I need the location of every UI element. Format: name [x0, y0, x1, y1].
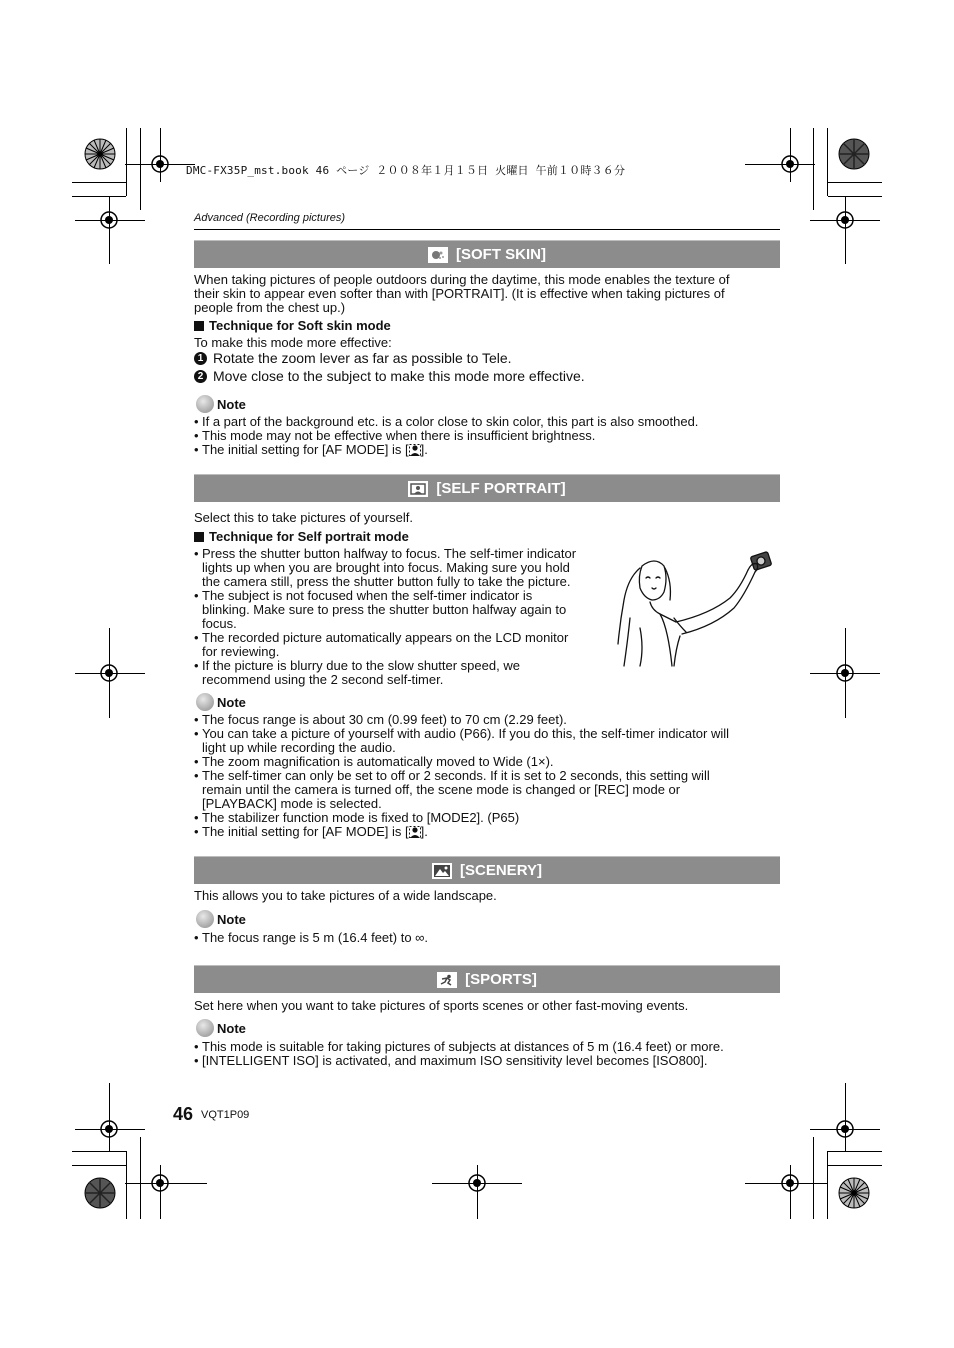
list-line: • The self-timer can only be set to off or 2 seconds. If it is set to 2 seconds, this setting will — [202, 768, 710, 783]
list-item — [194, 631, 576, 659]
self-portrait-icon — [408, 481, 428, 497]
list-line: • The subject is not focused when the self-timer indicator is — [202, 588, 533, 603]
registration-mark-icon — [465, 1171, 489, 1195]
self-portrait-illustration — [610, 548, 776, 668]
list-line: • Press the shutter button halfway to focus. The self-timer indicator — [202, 546, 577, 561]
list-item — [194, 547, 576, 589]
af-text: The initial setting for [AF MODE] is [ — [202, 824, 409, 839]
scenery-title: [SCENERY] — [460, 862, 542, 879]
soft-skin-header — [194, 240, 780, 268]
list-item — [194, 811, 729, 825]
sports-notes — [194, 1040, 724, 1068]
list-line: lights up when you are brought into focus. Making sure you hold — [202, 560, 570, 575]
list-item — [194, 713, 729, 727]
scenery-note-heading — [196, 910, 246, 928]
color-wheel-icon — [84, 138, 116, 170]
self-portrait-technique-list — [194, 547, 576, 687]
note-label: Note — [217, 1020, 246, 1036]
af-text: ]. — [420, 824, 428, 839]
intro-line: their skin to appear even softer than with [PORTRAIT]. (It is effective when taking pictures of — [194, 286, 725, 301]
list-line: the camera still, press the shutter button fully to take the picture. — [202, 574, 571, 589]
sports-title: [SPORTS] — [465, 971, 537, 988]
list-line: • The recorded picture automatically appears on the LCD monitor — [202, 630, 569, 645]
list-item — [194, 589, 576, 631]
list-line: • You can take a picture of yourself with audio (P66). If you do this, the self-timer indicator will — [202, 726, 730, 741]
intro-line: people from the chest up.) — [194, 300, 346, 315]
document-code: VQT1P09 — [201, 1109, 250, 1121]
list-item: • This mode may not be effective when there is insufficient brightness. — [194, 429, 698, 443]
list-item — [194, 443, 698, 457]
registration-mark-icon — [778, 1171, 802, 1195]
list-item — [194, 769, 729, 811]
list-line: light up while recording the audio. — [202, 740, 396, 755]
registration-mark-icon — [148, 1171, 172, 1195]
scenery-icon — [432, 863, 452, 879]
soft-skin-step-2 — [194, 368, 585, 384]
color-wheel-icon — [838, 1177, 870, 1209]
list-line: remain until the camera is turned off, the scene mode is changed or [REC] mode or — [202, 782, 681, 797]
scenery-header — [194, 856, 780, 884]
registration-mark-icon — [778, 152, 802, 176]
step-text: Rotate the zoom lever as far as possible to Tele. — [213, 350, 512, 366]
registration-mark-icon — [97, 1117, 121, 1141]
list-line: • The zoom magnification is automatically moved to Wide (1×). — [202, 754, 554, 769]
face-detection-icon — [409, 826, 421, 838]
soft-skin-icon — [428, 247, 448, 263]
color-wheel-icon — [838, 138, 870, 170]
note-pencil-icon — [196, 693, 214, 711]
self-portrait-intro: Select this to take pictures of yourself. — [194, 510, 413, 525]
list-line: blinking. Make sure to press the shutter button halfway again to — [202, 602, 567, 617]
registration-mark-icon — [833, 1117, 857, 1141]
step-text: Move close to the subject to make this mode more effective. — [213, 368, 585, 384]
af-text: ]. — [420, 442, 428, 457]
sports-header — [194, 965, 780, 993]
note-pencil-icon — [196, 1019, 214, 1037]
soft-skin-technique-intro: To make this mode more effective: — [194, 335, 392, 350]
soft-skin-note-heading — [196, 395, 246, 413]
soft-skin-step-1 — [194, 350, 512, 366]
scenery-intro: This allows you to take pictures of a wide landscape. — [194, 888, 497, 903]
face-detection-icon — [409, 444, 421, 456]
self-portrait-title: [SELF PORTRAIT] — [436, 480, 566, 497]
list-line: • The stabilizer function mode is fixed to [MODE2]. (P65) — [202, 810, 520, 825]
list-item: • The focus range is 5 m (16.4 feet) to ∞. — [194, 931, 428, 945]
soft-skin-intro — [194, 273, 730, 315]
sports-note-heading — [196, 1019, 246, 1037]
list-line: [PLAYBACK] mode is selected. — [202, 796, 382, 811]
step-number-icon: 2 — [194, 370, 207, 383]
self-portrait-notes — [194, 713, 729, 839]
list-item — [194, 659, 576, 687]
sports-icon — [437, 972, 457, 988]
list-item — [194, 825, 729, 839]
note-label: Note — [217, 694, 246, 710]
step-number-icon: 1 — [194, 352, 207, 365]
note-label: Note — [217, 396, 246, 412]
list-line: focus. — [202, 616, 237, 631]
list-line: for reviewing. — [202, 644, 280, 659]
square-bullet-icon — [194, 532, 204, 542]
note-pencil-icon — [196, 395, 214, 413]
technique-title: Technique for Self portrait mode — [209, 529, 409, 544]
color-wheel-icon — [84, 1177, 116, 1209]
soft-skin-title: [SOFT SKIN] — [456, 246, 546, 263]
list-item — [194, 727, 729, 755]
registration-mark-icon — [833, 208, 857, 232]
list-item: • If a part of the background etc. is a color close to skin color, this part is also smoothed. — [194, 415, 698, 429]
technique-title: Technique for Soft skin mode — [209, 318, 391, 333]
soft-skin-notes — [194, 415, 698, 457]
square-bullet-icon — [194, 321, 204, 331]
list-line: • The focus range is about 30 cm (0.99 feet) to 70 cm (2.29 feet). — [202, 712, 567, 727]
registration-mark-icon — [148, 152, 172, 176]
list-item: • This mode is suitable for taking pictures of subjects at distances of 5 m (16.4 feet) or more. — [194, 1040, 724, 1054]
list-line: • If the picture is blurry due to the slow shutter speed, we — [202, 658, 520, 673]
registration-mark-icon — [97, 208, 121, 232]
af-text: The initial setting for [AF MODE] is [ — [202, 442, 409, 457]
self-portrait-header — [194, 474, 780, 502]
note-label: Note — [217, 911, 246, 927]
list-item — [194, 755, 729, 769]
registration-mark-icon — [97, 661, 121, 685]
print-header: DMC-FX35P_mst.book 46 ページ ２００８年１月１５日 火曜日 午前１０時３６分 — [186, 164, 626, 177]
self-portrait-note-heading — [196, 693, 246, 711]
header-rule — [194, 229, 780, 230]
note-pencil-icon — [196, 910, 214, 928]
intro-line: When taking pictures of people outdoors during the daytime, this mode enables the texture of — [194, 272, 730, 287]
sports-intro: Set here when you want to take pictures of sports scenes or other fast-moving events. — [194, 998, 689, 1013]
breadcrumb: Advanced (Recording pictures) — [194, 212, 346, 224]
list-item: • [INTELLIGENT ISO] is activated, and maximum ISO sensitivity level becomes [ISO800]. — [194, 1054, 724, 1068]
registration-mark-icon — [833, 661, 857, 685]
self-portrait-technique-heading — [194, 529, 409, 544]
page-number: 46 — [173, 1104, 194, 1124]
list-line: recommend using the 2 second self-timer. — [202, 672, 444, 687]
soft-skin-technique-heading — [194, 318, 391, 333]
scenery-notes — [194, 931, 428, 945]
